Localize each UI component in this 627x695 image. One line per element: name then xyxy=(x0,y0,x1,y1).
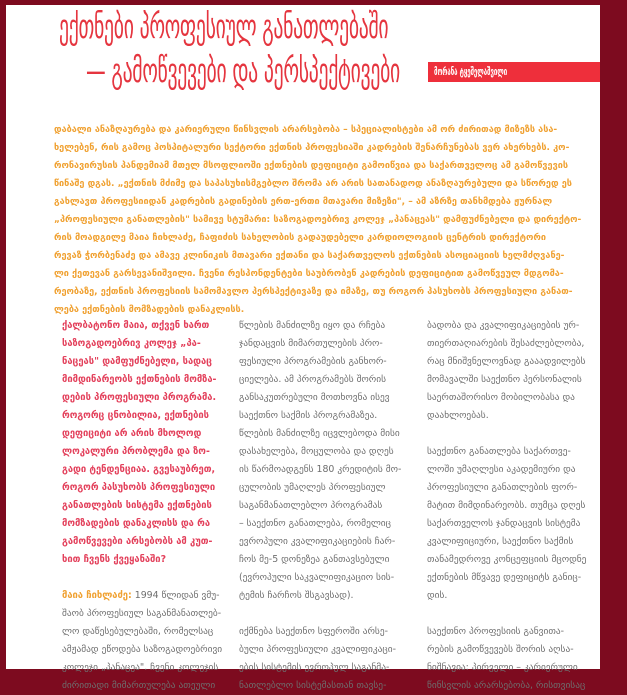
body-line: საქართველოს ჯანდაცვის სისტემა xyxy=(427,518,581,529)
body-line: დაახლოებას. xyxy=(427,410,489,421)
interview-question-line: დეფიციტი არ არის მხოლოდ xyxy=(62,428,202,439)
body-line: ების სისტემის ევროპულ საგანმა- xyxy=(239,662,390,673)
interview-question-line: ხით ჩვენს ქვეყანაში? xyxy=(62,554,167,565)
lead-line: გახლავთ პროფესიიდან კადრების გადინების ერთ-ერთი მთავარი მიზეზი", – ამ აზრზე თანხმდება ჟურნალ xyxy=(54,197,553,207)
lead-line: რონავირუსის პანდემიამ მთელ მსოფლიოში ექთნების დეფიციტი გამოიწვია და საქართველოც ამ გამოწვევის xyxy=(54,161,569,171)
body-line: პროფესიული განათლების ფორ- xyxy=(427,482,578,493)
lead-line: დაბალი ანაზღაურება და კარიერული წინსვლის არარსებობა – სპეციალისტები ამ ორ ძირითად მიზეზს ასა- xyxy=(54,125,558,135)
body-line: თიერთაღიარების შესაძლებლობა, xyxy=(427,338,585,349)
interview-question-line: ნაცეას" დამფუძნებელი, სადაც xyxy=(62,356,212,367)
body-line: ექთნების მწვავე დეფიციტს განიც- xyxy=(427,572,582,583)
article-title-line-1 xyxy=(59,8,627,46)
body-line: (ევროპული საკვალიფიკაციო სის- xyxy=(239,572,395,583)
body-line: წინსვლის არარსებობა, რისთვისაც xyxy=(427,680,586,691)
interview-question-line: საზოგადოებრივ კოლეჯ „პა- xyxy=(62,338,201,349)
lead-line: რევაზ ჭორბენაძე და ამავე კლინიკის მთავარი ექთანი და საქართველოს ექთნების ასოციაციის ხელმძღვანე- xyxy=(54,251,565,261)
answer-line: ამჟამად ეწოდება საზოგადოებრივი xyxy=(62,644,223,655)
body-line: ტემის ჩარჩოს შსგავსად). xyxy=(239,590,354,601)
lead-line: რის მოადგილე მაია ჩიხლაძე, ჩაფიძის სახელობის გადაუდებელი კარდიოლოგიის ცენტრის დირექტორი xyxy=(54,233,546,243)
answer-text: 1994 წლიდან ვმუ- xyxy=(131,590,220,601)
body-line: ჯანდაცვის მიმართულების პრო- xyxy=(239,338,383,349)
body-line: საგანმანათლებლო პროგრამას xyxy=(239,500,383,511)
body-line: ცულობის უმაღლეს პროფესიულ xyxy=(239,482,386,493)
body-line: მატით მიმდინარეობს. თუმცა დღეს xyxy=(427,500,586,511)
body-line: ბული პროფესიული კვალიფიკაცი- xyxy=(239,644,397,655)
body-line: ციელება. ამ პროგრამებს შორის xyxy=(239,374,387,385)
lead-line: ლება ექთნების მომზადების დანაკლისს. xyxy=(54,305,245,315)
paragraph-gap xyxy=(427,605,597,623)
body-line: – საექთნო განათლება, რომელიც xyxy=(239,518,392,529)
interview-question-line: ქალბატონო მაია, თქვენ ხართ xyxy=(62,320,210,331)
column-2 xyxy=(239,317,414,695)
title-text-1: ექთნები პროფესიულ განათლებაში xyxy=(59,7,389,47)
title-text-2: — გამოწვევები და პერსპექტივები xyxy=(86,51,400,91)
answer-line: ძირითადი მიმართულება ათეული xyxy=(62,680,216,691)
body-line: საერთაშორისო მობილობასა და xyxy=(427,392,575,403)
interview-question-line: მომზადების დანაკლისს და რა xyxy=(62,518,211,529)
answer-line: შაობ პროფესიულ საგანმანათლებ- xyxy=(62,608,222,619)
lead-line: ლი ქეთევან გარსევანიშვილი. ჩვენი რესპონდენტები საუბრობენ კადრების დეფიციტით გამოწვეულ მდგომა- xyxy=(54,269,564,279)
paragraph-gap xyxy=(62,569,220,587)
interview-question-line: განათლების სისტემა ექთნების xyxy=(62,500,212,511)
body-line: კვალიფიციური, საექთნო საქმის xyxy=(427,536,574,547)
author-badge xyxy=(428,62,600,82)
lead-line: ხელებენ, რის გამოც ჰოსპიტალური სექტორი ექთნის პროფესიაში კადრების შენარჩუნებას ვერ ახერხებს. კო- xyxy=(54,143,570,153)
body-line: დასახელება, მოცულობა და დღეს xyxy=(239,446,394,457)
lead-line: წინაშე დგას. „ექთნის მძიმე და საპასუხისმგებლო შრომა არ არის სათანადოდ ანაზღაურებული და სწორედ ეს xyxy=(54,179,572,189)
body-line: მომავალში საექთნო პერსონალის xyxy=(427,374,582,385)
interview-question-line: როგორც ცნობილია, ექთნების xyxy=(62,410,209,421)
interview-question-line: ლოკალური პრობლემა და ზო- xyxy=(62,446,210,457)
lead-line: რეობაზე, ექთნის პროფესიის სამომავლო პერსპექტივაზე და იმაზე, თუ როგორ პასუხობს პროფესიული განათ- xyxy=(54,287,573,297)
body-line: რების გამოწვევებს შორის აღსა- xyxy=(427,644,574,655)
body-line: ბადობა და კვალიფიკაციების ურ- xyxy=(427,320,580,331)
paragraph-gap xyxy=(427,425,597,443)
interview-question-line: როგორ პასუხობს პროფესიული xyxy=(62,482,216,493)
body-line: განსაკუთრებული მოთხოვნა ისევ xyxy=(239,392,390,403)
body-line: საექთნო განათლება საქართვე- xyxy=(427,446,571,457)
column-1 xyxy=(62,317,223,695)
lead-line: „პროფესიული განათლების" სამივე სტუმარი: საზოგადოებრივ კოლეჯ „პანაცეას" დამფუძნებელი და დირექტო- xyxy=(54,215,582,225)
body-line: საექთნო საქმის პროგრამაზეა. xyxy=(239,410,378,421)
article-lead-paragraph xyxy=(54,121,599,319)
author-name: მორანა ტყეშელაშვილი xyxy=(434,65,508,78)
answer-line: კოლეჯი „პანაცეა". ჩვენი კოლეჯის xyxy=(62,662,219,673)
interview-question-line: გამოწვევები არსებობს ამ კუთ- xyxy=(62,536,213,547)
body-line: ჩოს მე-5 დონეზეა განთავსებული xyxy=(239,554,390,565)
body-line: ნიშნავია: პირველი – კარიერული xyxy=(427,662,578,673)
answer-line: ლო დაწესებულებაში, რომელსაც xyxy=(62,626,214,637)
body-line: ის წარმოადგენს 180 კრედიტის მო- xyxy=(239,464,402,475)
interview-question-line: დების პროფესიული პროგრამა. xyxy=(62,392,217,403)
body-line: იქმნება საექთნო სფეროში არსე- xyxy=(239,626,388,637)
body-line: ფესიული პროგრამების განხორ- xyxy=(239,356,387,367)
paragraph-gap xyxy=(239,605,414,623)
body-line: წლების მანძილზე იყო და რჩება xyxy=(239,320,386,331)
body-line: თანამედროვე კონცეფციის მცოდნე xyxy=(427,554,587,565)
speaker-name: მაია ჩიხლაძე: xyxy=(62,590,132,601)
interview-question-line: გადი ტენდენციაა. გვესაუბრეთ, xyxy=(62,464,216,475)
body-line: დის. xyxy=(427,590,448,601)
interview-question-line: მიმდინარეობს ექთნების მომზა- xyxy=(62,374,217,385)
answer-first-line xyxy=(62,587,220,605)
column-3 xyxy=(427,317,597,695)
body-line: საექთნო პროფესიის განვითა- xyxy=(427,626,564,637)
magazine-page xyxy=(6,5,600,691)
body-line: ლოში უმაღლესი აკადემიური და xyxy=(427,464,576,475)
body-line: წლების მანძილზე იცვლებოდა მისი xyxy=(239,428,400,439)
body-line: ნათლებლო სისტემასთან თავსე- xyxy=(239,680,387,691)
body-line: რაც მნიშვნელოვნად გააადვილებს xyxy=(427,356,586,367)
body-line: ევროპული კვალიფიკაციების ჩარ- xyxy=(239,536,396,547)
